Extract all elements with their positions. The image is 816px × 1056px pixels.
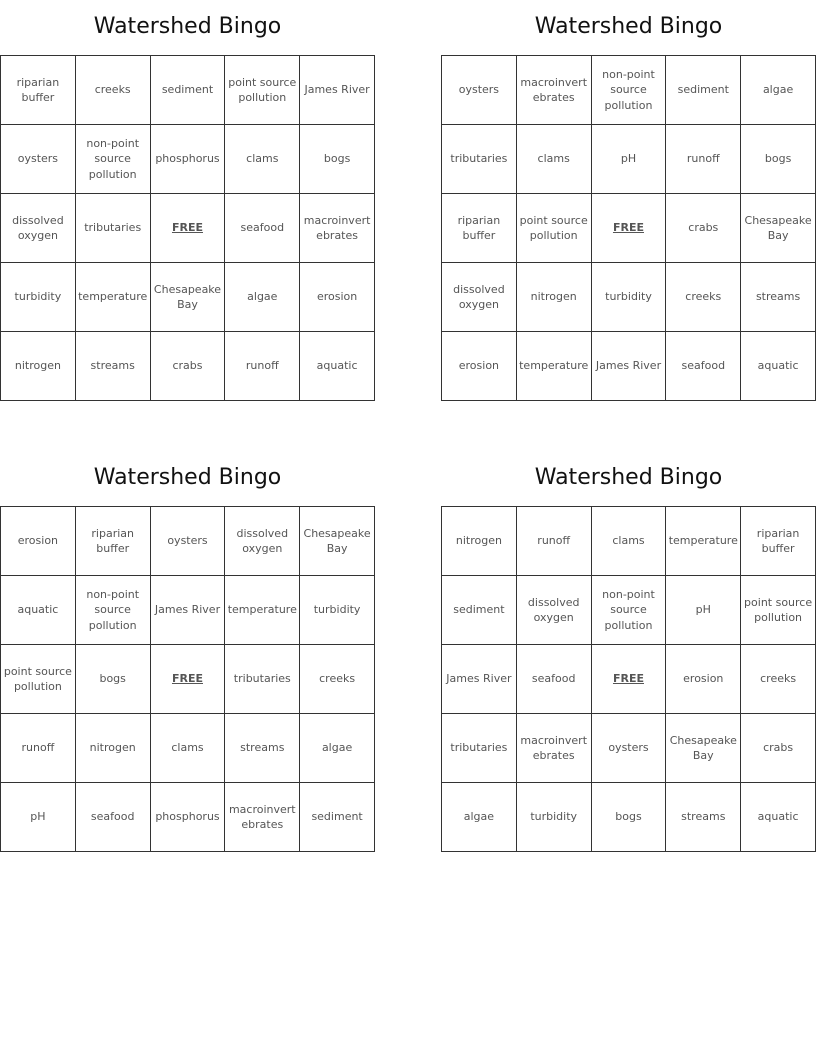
grid-row [442,332,816,401]
bingo-cell: aquatic [1,576,76,645]
grid-row [1,714,375,783]
bingo-cell: phosphorus [150,125,225,194]
grid-row [1,576,375,645]
bingo-cell: aquatic [741,332,816,401]
bingo-cell: streams [741,263,816,332]
bingo-cell: streams [75,332,150,401]
bingo-cell: bogs [300,125,375,194]
bingo-cell: oysters [442,56,517,125]
grid-row [1,783,375,852]
bingo-cell: crabs [741,714,816,783]
bingo-card-3 [0,451,375,861]
bingo-cell: creeks [75,56,150,125]
bingo-cell: runoff [1,714,76,783]
bingo-cell: sediment [666,56,741,125]
grid-row [442,56,816,125]
bingo-grid [441,55,816,401]
bingo-cell: turbidity [591,263,666,332]
bingo-cell: phosphorus [150,783,225,852]
grid-row [1,263,375,332]
bingo-cell: non-point source pollution [591,576,666,645]
bingo-cell: erosion [666,645,741,714]
bingo-cell: bogs [75,645,150,714]
bingo-cell: algae [741,56,816,125]
bingo-grid [0,55,375,401]
bingo-cell: creeks [741,645,816,714]
bingo-cell: tributaries [75,194,150,263]
bingo-cell: macroinvertebrates [516,56,591,125]
bingo-cell: streams [666,783,741,852]
bingo-cell: crabs [666,194,741,263]
bingo-cell: macroinvertebrates [516,714,591,783]
bingo-cell: temperature [516,332,591,401]
bingo-cell: turbidity [516,783,591,852]
bingo-cell: temperature [666,507,741,576]
bingo-cell: temperature [75,263,150,332]
bingo-cell: dissolved oxygen [516,576,591,645]
bingo-cell: oysters [1,125,76,194]
bingo-cell: streams [225,714,300,783]
bingo-cell: runoff [516,507,591,576]
bingo-cell: clams [225,125,300,194]
bingo-cell: oysters [591,714,666,783]
grid-row [442,714,816,783]
card-title: Watershed Bingo [93,14,282,39]
grid-row [1,332,375,401]
bingo-cell: aquatic [741,783,816,852]
bingo-cell: point source pollution [741,576,816,645]
grid-row [1,507,375,576]
bingo-cell: tributaries [225,645,300,714]
bingo-cell: point source pollution [1,645,76,714]
bingo-card-1 [0,0,375,410]
bingo-cell: sediment [300,783,375,852]
bingo-cell: clams [150,714,225,783]
bingo-cell: Chesapeake Bay [741,194,816,263]
free-cell: FREE [150,645,225,714]
bingo-cell: point source pollution [225,56,300,125]
bingo-grid [0,506,375,852]
bingo-cell: pH [666,576,741,645]
bingo-cell: non-point source pollution [75,125,150,194]
bingo-cell: tributaries [442,125,517,194]
bingo-cell: dissolved oxygen [442,263,517,332]
bingo-cell: bogs [591,783,666,852]
bingo-cell: creeks [666,263,741,332]
bingo-cell: aquatic [300,332,375,401]
bingo-cell: runoff [666,125,741,194]
bingo-cell: nitrogen [75,714,150,783]
grid-row [442,507,816,576]
bingo-cell: James River [150,576,225,645]
bingo-cell: Chesapeake Bay [150,263,225,332]
bingo-cell: nitrogen [1,332,76,401]
bingo-cell: James River [300,56,375,125]
bingo-cell: runoff [225,332,300,401]
card-title: Watershed Bingo [534,465,723,490]
grid-row [1,645,375,714]
free-cell: FREE [591,645,666,714]
bingo-cell: seafood [516,645,591,714]
grid-row [1,194,375,263]
grid-row [1,56,375,125]
bingo-card-4 [441,451,816,861]
card-title: Watershed Bingo [534,14,723,39]
bingo-cell: non-point source pollution [591,56,666,125]
bingo-cell: non-point source pollution [75,576,150,645]
bingo-cell: pH [1,783,76,852]
bingo-cell: macroinvertebrates [225,783,300,852]
bingo-grid [441,506,816,852]
bingo-cell: nitrogen [516,263,591,332]
bingo-cell: algae [442,783,517,852]
bingo-cell: macroinvertebrates [300,194,375,263]
bingo-cell: crabs [150,332,225,401]
bingo-cell: erosion [1,507,76,576]
bingo-cell: turbidity [300,576,375,645]
grid-row [442,263,816,332]
bingo-cell: algae [225,263,300,332]
grid-row [442,645,816,714]
bingo-cell: James River [591,332,666,401]
bingo-cell: dissolved oxygen [1,194,76,263]
bingo-cell: erosion [300,263,375,332]
bingo-cell: riparian buffer [1,56,76,125]
bingo-cell: pH [591,125,666,194]
bingo-cell: nitrogen [442,507,517,576]
bingo-cell: clams [591,507,666,576]
bingo-cell: sediment [442,576,517,645]
bingo-cell: James River [442,645,517,714]
bingo-cell: algae [300,714,375,783]
grid-row [442,576,816,645]
bingo-cell: Chesapeake Bay [666,714,741,783]
bingo-cell: seafood [666,332,741,401]
bingo-cell: Chesapeake Bay [300,507,375,576]
bingo-cell: seafood [75,783,150,852]
bingo-cell: seafood [225,194,300,263]
bingo-cell: erosion [442,332,517,401]
card-title: Watershed Bingo [93,465,282,490]
bingo-cell: point source pollution [516,194,591,263]
grid-row [1,125,375,194]
bingo-cell: riparian buffer [75,507,150,576]
free-cell: FREE [591,194,666,263]
grid-row [442,194,816,263]
bingo-cell: clams [516,125,591,194]
bingo-cell: turbidity [1,263,76,332]
bingo-cell: oysters [150,507,225,576]
grid-row [442,783,816,852]
bingo-cell: dissolved oxygen [225,507,300,576]
bingo-cell: tributaries [442,714,517,783]
grid-row [442,125,816,194]
bingo-cell: bogs [741,125,816,194]
bingo-cell: temperature [225,576,300,645]
bingo-cell: sediment [150,56,225,125]
free-cell: FREE [150,194,225,263]
bingo-cell: riparian buffer [442,194,517,263]
bingo-cell: creeks [300,645,375,714]
bingo-cell: riparian buffer [741,507,816,576]
bingo-card-2 [441,0,816,410]
